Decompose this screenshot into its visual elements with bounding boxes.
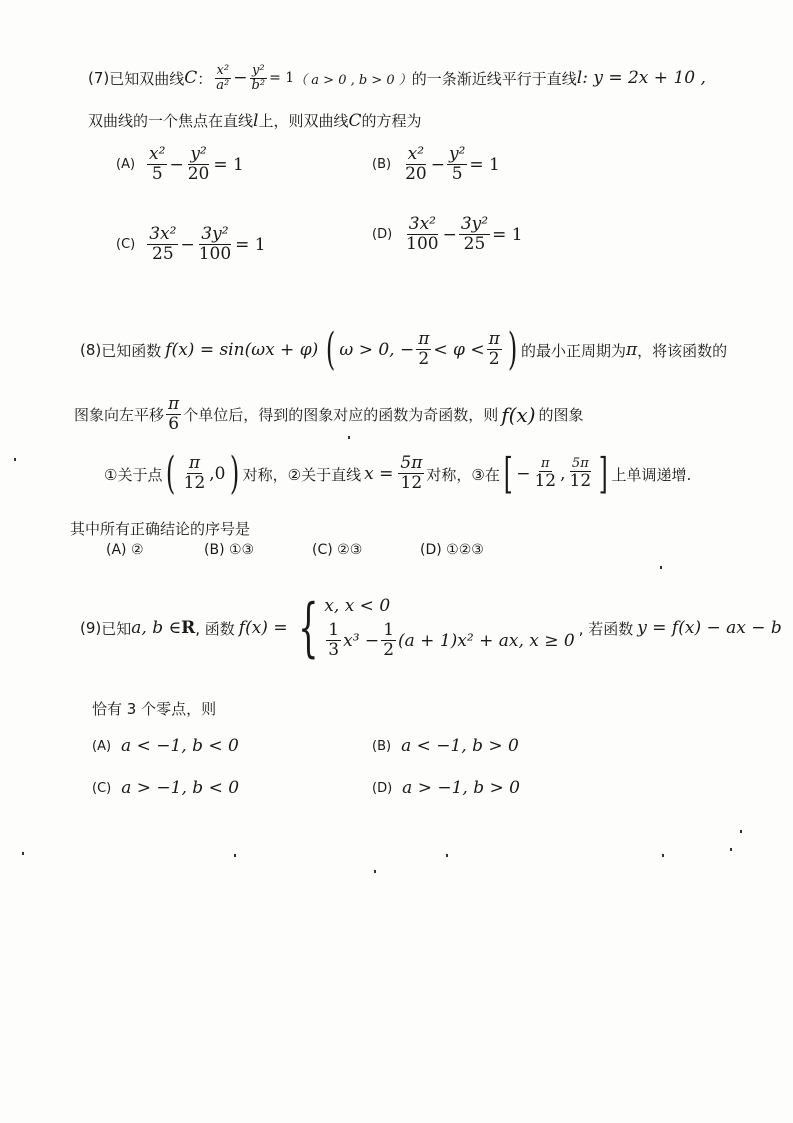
scan-speck (446, 854, 448, 857)
scan-speck (234, 854, 236, 857)
q7-line-equation: : y = 2x + 10 , (582, 68, 706, 89)
q9-option-b[interactable]: (B) a < −1, b > 0 (372, 736, 519, 756)
q8-function: f(x) = sin(ωx + φ) (165, 340, 319, 360)
q7-stem-a: 已知双曲线 (109, 69, 185, 88)
q8-option-a[interactable]: (A) ② (106, 542, 144, 558)
q9-number: (9) (80, 619, 102, 637)
scan-speck (740, 830, 742, 833)
q7-stem-line-1: (7) 已知双曲线 C ： $\frac{\text{x²}}{\text{a²}}$ − $\frac{\text{y²}}{\text{b²}}$ = 1 （ a > 0 , b > 0 ） 的一条渐近线平行于直线 l : y = 2x + 10 , (88, 63, 706, 93)
q7-condition: （ a > 0 , b > 0 ） (294, 72, 412, 88)
q9-stem-line-1: (9) 已知 a, b ∈ R , 函数 f(x) = { x, x < 0 $\frac{1}{3}$ x³ − $\frac{1}{2}$ (a + 1)x² + ax, x ≥ 0 , 若函数 y = f(x) − ax − b (80, 591, 782, 665)
q8-stem-line-2: 图象向左平移 $\frac{\pi}{6}$ 个单位后，得到的图象对应的函数为奇函数，则 f(x) 的图象 (74, 394, 584, 434)
q7-option-c[interactable]: (C) $\frac{\text{3x²}}{25}$ − $\frac{\text{3y²}}{100}$ = 1 (116, 224, 266, 264)
scan-speck (14, 458, 16, 461)
q7-colon: ： (197, 69, 213, 88)
q9-cases (324, 596, 574, 660)
scan-speck (22, 852, 24, 855)
q9-brace: { (297, 591, 319, 665)
q7-stem-line-2: 双曲线的一个焦点在直线 l 上，则双曲线 C 的方程为 (88, 110, 422, 131)
q8-stem-line-1: (8) 已知函数 f(x) = sin(ωx + φ) ( ω > 0, − $\frac{\pi}{2}$ < φ < $\frac{\pi}{2}$ ) 的最小正周期为 π ，将该函数的 (80, 324, 728, 375)
scan-speck (662, 854, 664, 857)
q7-stem-b: 的一条渐近线平行于直线 (411, 69, 577, 88)
q7-frac-x: $\frac{\text{x²}}{\text{a²}}$ (216, 63, 230, 93)
q7-frac-y: $\frac{\text{y²}}{\text{b²}}$ (251, 63, 266, 93)
q8-option-b[interactable]: (B) ①③ (204, 542, 255, 558)
q9-function: f(x) = (238, 618, 288, 638)
q7-option-a[interactable]: (A) $\frac{\text{x²}}{5}$ − $\frac{\text{y²}}{20}$ = 1 (116, 144, 244, 184)
scan-speck (374, 870, 376, 873)
q8-option-c[interactable]: (C) ②③ (312, 542, 363, 558)
q9-option-a[interactable]: (A) a < −1, b < 0 (92, 736, 239, 756)
q8-option-d[interactable]: (D) ①②③ (420, 542, 484, 558)
q9-case-1: x, x < 0 (324, 596, 391, 617)
q7-option-d[interactable]: (D) $\frac{\text{3x²}}{100}$ − $\frac{\text{3y²}}{25}$ = 1 (372, 214, 523, 254)
q7-curve-name: C (184, 68, 198, 89)
q8-question: 其中所有正确结论的序号是 (70, 520, 251, 538)
q9-stem-line-2: 恰有 3 个零点，则 (92, 700, 217, 718)
q9-option-d[interactable]: (D) a > −1, b > 0 (372, 778, 520, 798)
q9-case-2: $\frac{1}{3}$ x³ − $\frac{1}{2}$ (a + 1)x² + ax, x ≥ 0 (328, 620, 575, 661)
scan-speck (730, 848, 732, 851)
q7-option-b[interactable]: (B) $\frac{\text{x²}}{20}$ − $\frac{\text{y²}}{5}$ = 1 (372, 144, 500, 184)
scan-speck (348, 436, 350, 439)
q8-conclusions: ①关于点 ( $\frac{\pi}{12}$ ,0 ) 对称，②关于直线 x = $\frac{5\pi}{12}$ 对称，③在 [ − $\frac{\pi}{12}$ , $\frac{5\pi}{12}$ ] 上单调递增. (104, 448, 692, 499)
scan-speck (660, 566, 662, 569)
q9-option-c[interactable]: (C) a > −1, b < 0 (92, 778, 240, 798)
q8-number: (8) (80, 341, 102, 359)
q7-number: (7) (88, 69, 110, 88)
